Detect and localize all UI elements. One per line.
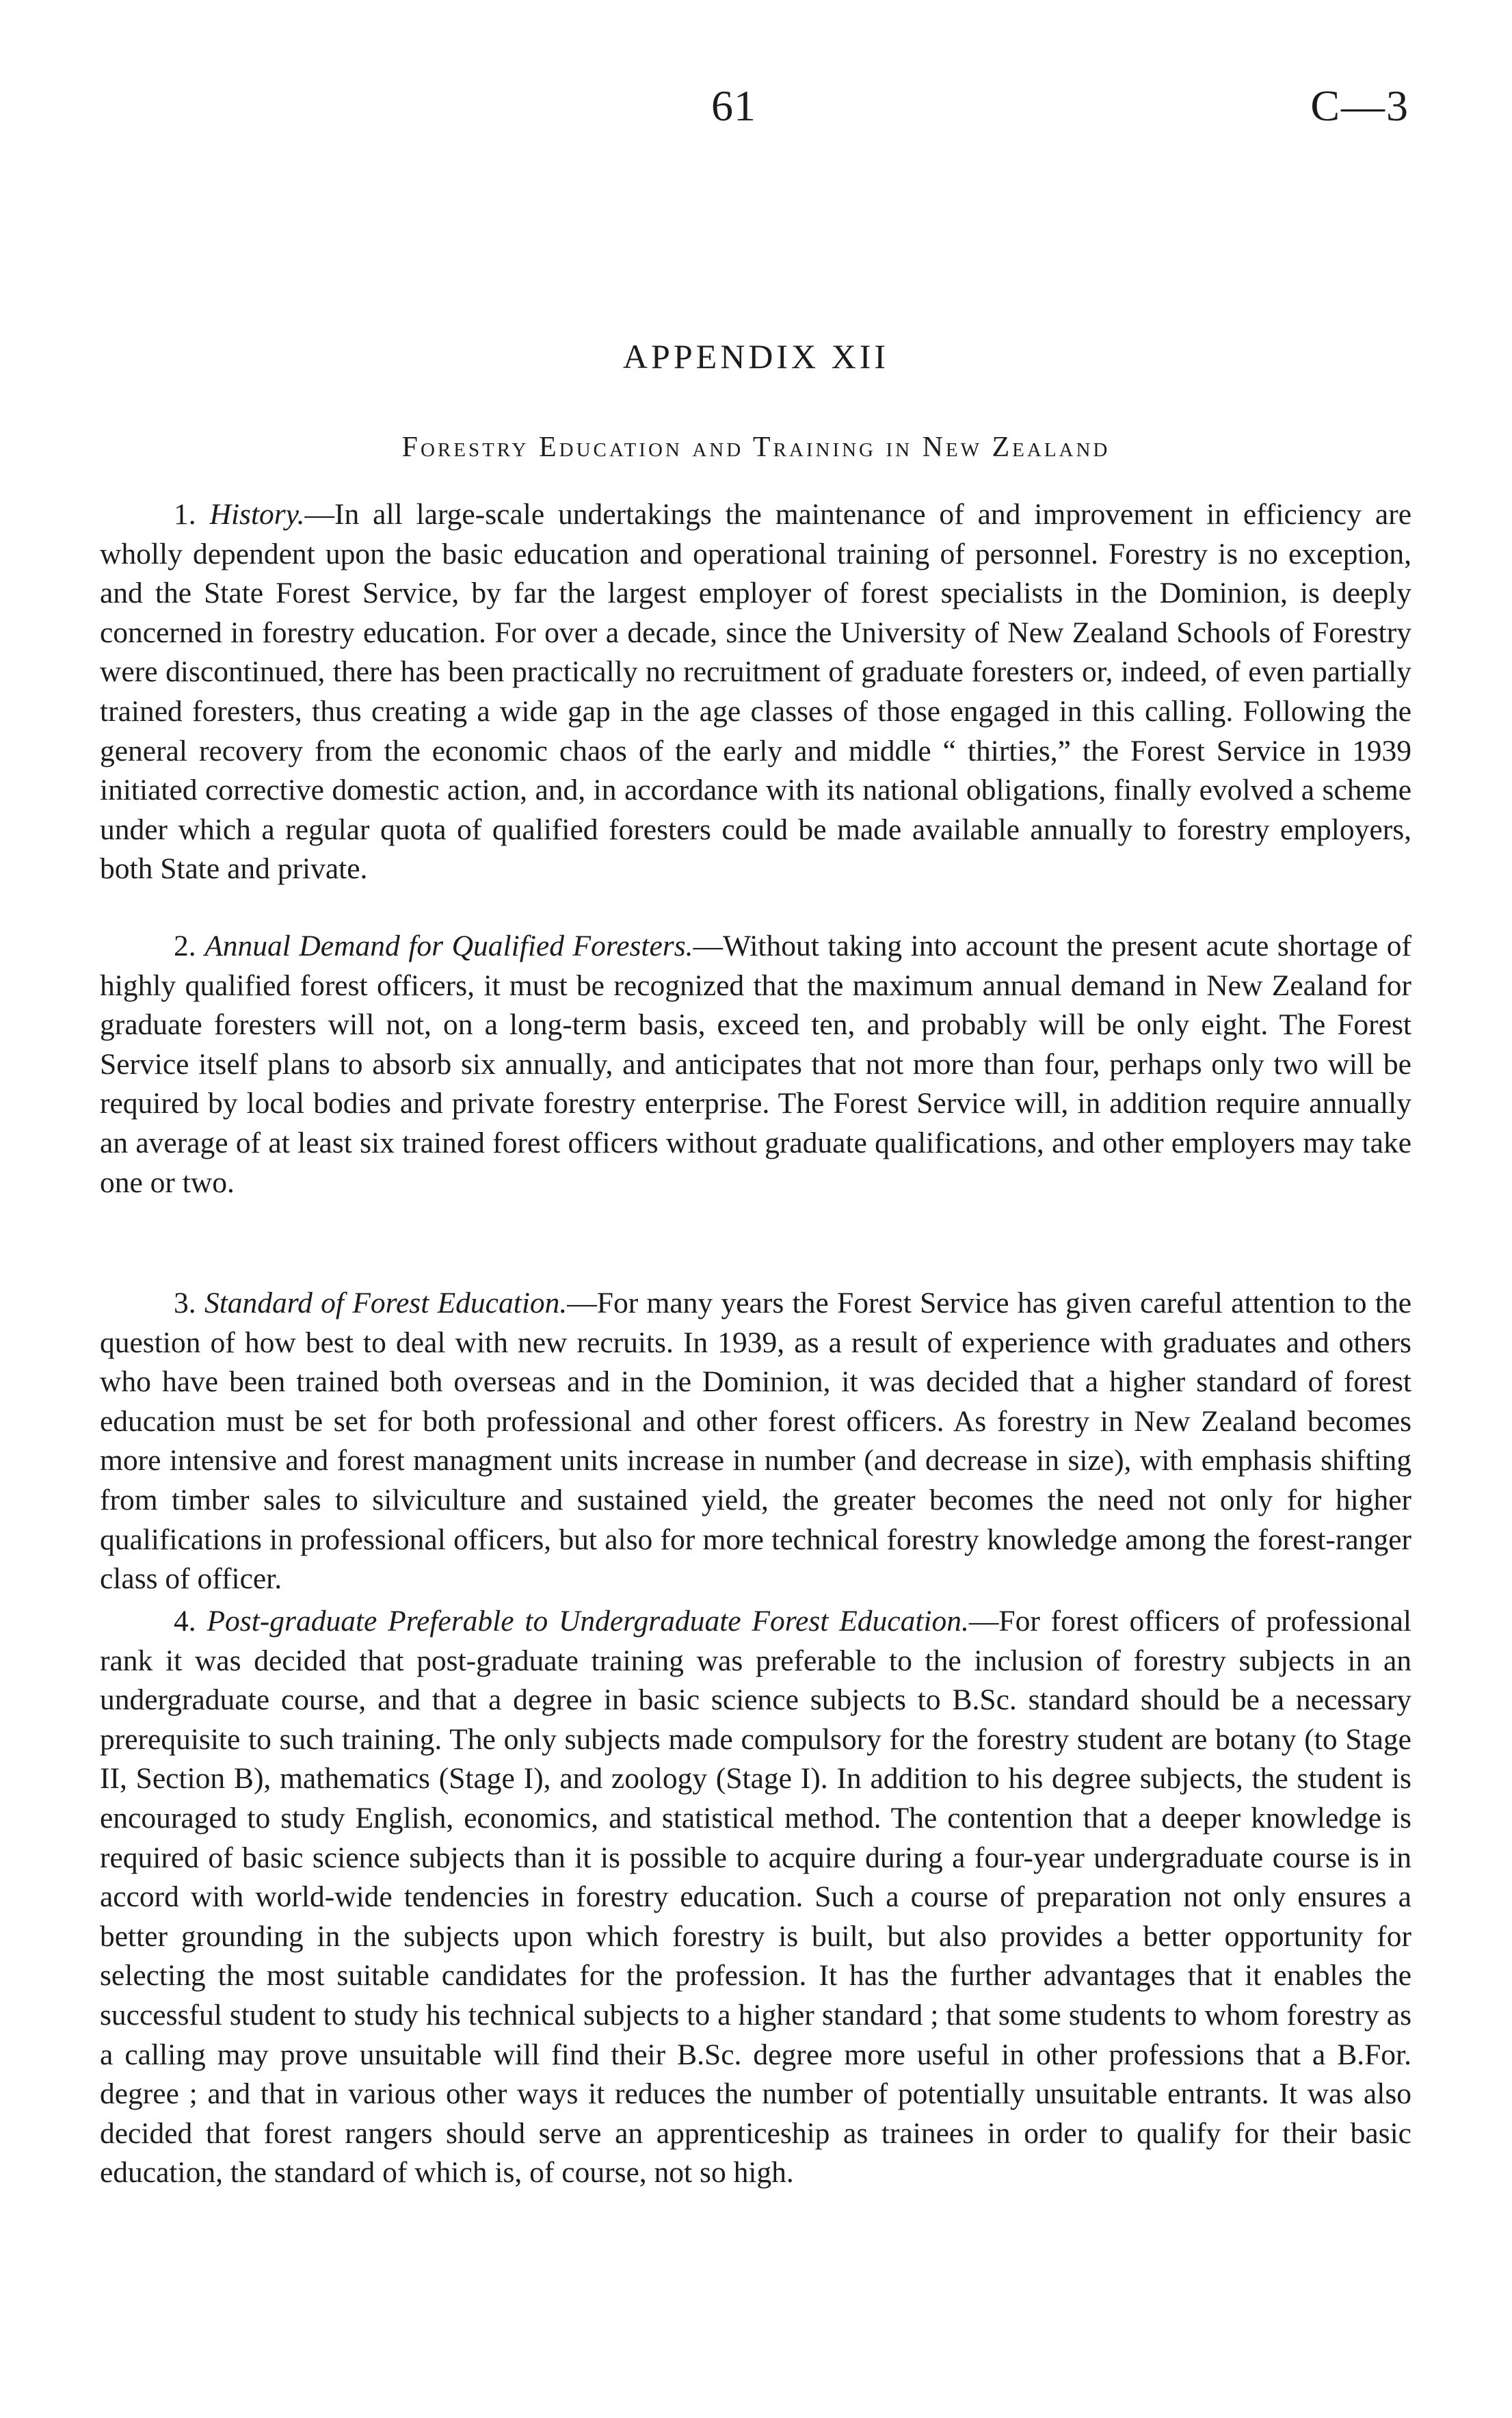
paragraph-heading: Standard of Forest Education. — [204, 1287, 568, 1319]
paragraph-heading: Post-graduate Preferable to Undergraduate Forest Education. — [207, 1605, 969, 1638]
paragraph-post-graduate — [100, 1602, 1411, 2193]
paragraph-number: 1. — [174, 498, 196, 531]
paragraph-body: For forest officers of professional rank it was decided that post-graduate training was preferable to the inclusion of forestry subjects in an undergraduate course, and that a degree in basic science subjects to B.Sc. standard should be a necessary prerequisite to such training. The only subjects made compulsory for the forestry student are botany (to Stage II, Section B), mathematics (Stage I), and zoology (Stage I). In addition to his degree subjects, the student is encouraged to study English, economics, and statistical method. The contention that a deeper knowledge is required of basic science subjects than it is possible to acquire during a four-year undergraduate course is in accord with world-wide tendencies in forestry education. Such a course of preparation not only ensures a better grounding in the subjects upon which forestry is built, but also provides a better opportunity for selecting the most suitable candidates for the profession. It has the further advantages that it enables the successful student to study his technical subjects to a higher standard ; that some students to whom forestry as a calling may prove unsuitable will find their B.Sc. degree more useful in other professions that a B.For. degree ; and that in various other ways it reduces the number of potentially unsuitable entrants. It was also decided that forest rangers should serve an apprenticeship as trainees in order to qualify for their basic education, the standard of which is, of course, not so high. — [100, 1605, 1411, 2190]
section-title: Forestry Education and Training in New Zealand — [401, 432, 1111, 463]
paragraph-number: 4. — [174, 1605, 196, 1638]
page-header — [0, 81, 1512, 142]
paragraph-standard-of-education — [100, 1284, 1411, 1599]
heading-dash: — — [968, 1605, 999, 1638]
heading-dash: — — [567, 1287, 597, 1319]
document-code: C—3 — [1310, 81, 1409, 130]
heading-dash: — — [304, 498, 335, 531]
heading-dash: — — [693, 930, 724, 962]
appendix-title: APPENDIX XII — [622, 337, 890, 376]
paragraph-history — [100, 495, 1411, 889]
page-number: 61 — [711, 81, 756, 130]
paragraph-number: 2. — [174, 930, 196, 962]
paragraph-number: 3. — [174, 1287, 196, 1319]
paragraph-body: Without taking into account the present acute shortage of highly qualified forest officers, it must be recognized that the maximum annual demand in New Zealand for graduate foresters will not, on a long-term basis, exceed ten, and probably will be only eight. The Forest Service itself plans to absorb six annually, and anticipates that not more than four, perhaps only two will be required by local bodies and private forestry enterprise. The Forest Service will, in addition require annually an average of at least six trained forest officers without graduate qualifications, and other employers may take one or two. — [100, 930, 1412, 1199]
paragraph-heading: Annual Demand for Qualified Foresters. — [204, 930, 693, 962]
paragraph-heading: History. — [209, 498, 305, 531]
paragraph-annual-demand — [100, 927, 1411, 1203]
paragraph-body: For many years the Forest Service has given careful attention to the question of how best to deal with new recruits. In 1939, as a result of experience with graduates and others who have been trained both overseas and in the Dominion, it was decided that a higher standard of forest education must be set for both professional and other forest officers. As forestry in New Zealand becomes more intensive and forest managment units increase in number (and decrease in size), with emphasis shifting from timber sales to silviculture and sustained yield, the greater becomes the need not only for higher qualifications in professional officers, but also for more technical forestry knowledge among the forest-ranger class of officer. — [100, 1287, 1412, 1596]
paragraph-body: In all large-scale undertakings the maintenance of and improvement in efficiency are wholly dependent upon the basic education and operational training of personnel. Forestry is no exception, and the State Forest Service, by far the largest employer of forest specialists in the Dominion, is deeply concerned in forestry education. For over a decade, since the University of New Zealand Schools of Forestry were discontinued, there has been practically no recruitment of graduate foresters or, indeed, of even partially trained foresters, thus creating a wide gap in the age classes of those engaged in this calling. Following the general recovery from the economic chaos of the early and middle “ thirties,” the Forest Service in 1939 initiated corrective domestic action, and, in accordance with its national obligations, finally evolved a scheme under which a regular quota of qualified foresters could be made available annually to forestry employers, both State and private. — [100, 498, 1412, 886]
